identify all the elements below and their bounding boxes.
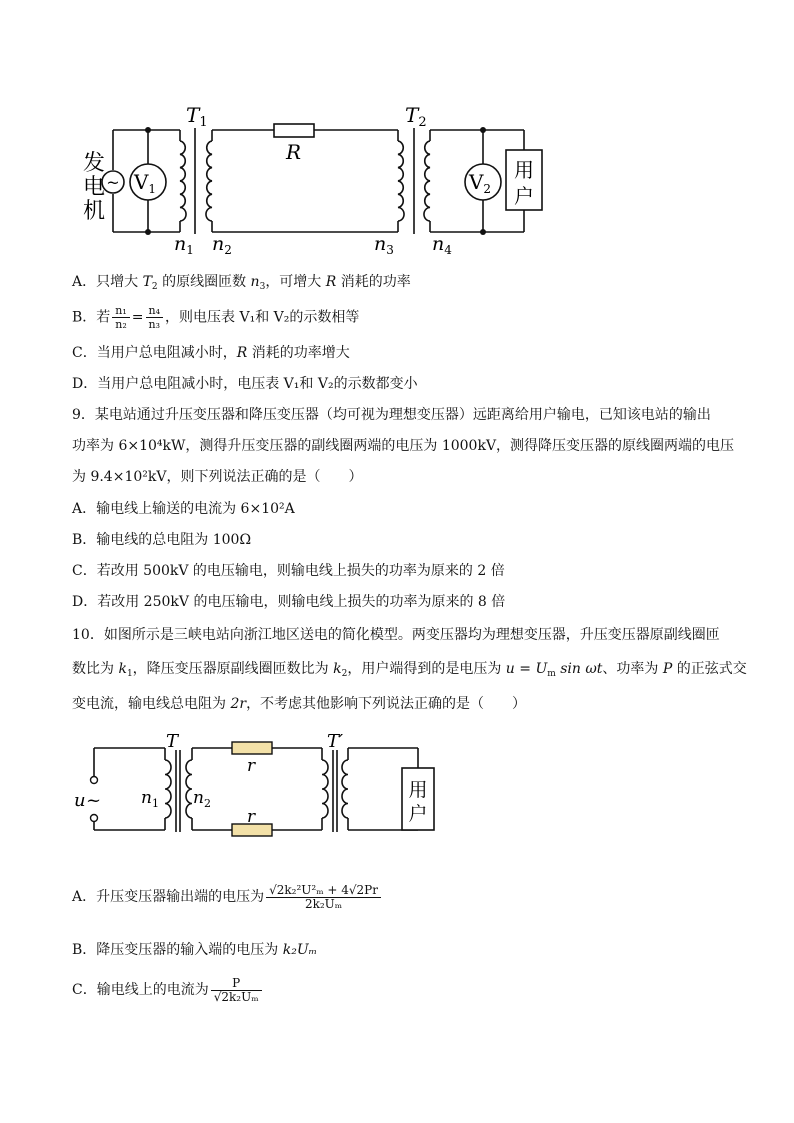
n3-label: $n_3$ — [374, 233, 394, 257]
t2-primary-coil — [398, 141, 404, 221]
q9-option-c: C．若改用 500kV 的电压输电，则输电线上损失的功率为原来的 2 倍 — [72, 563, 505, 579]
r-bottom-label: r — [247, 807, 256, 827]
q9-option-b: B．输电线的总电阻为 100Ω — [72, 532, 252, 548]
terminal-top — [91, 777, 98, 784]
circuit-diagram-2 — [0, 724, 794, 884]
circuit-diagram-1 — [0, 0, 794, 260]
svg-text:户: 户 — [514, 184, 534, 208]
n2-label: $n_2$ — [212, 233, 232, 257]
q8-option-a: A．只增大 $T_2$ 的原线圈匝数 $n_3$，可增大 R 消耗的功率 — [72, 274, 411, 292]
t1-secondary-coil — [206, 141, 212, 221]
q8-option-c: C．当用户总电阻减小时，R 消耗的功率增大 — [72, 345, 350, 361]
n2-label-2: $n_2$ — [193, 788, 211, 810]
terminal-bottom — [91, 815, 98, 822]
q9-stem-line1: 9．某电站通过升压变压器和降压变压器（均可视为理想变压器）远距离给用户输电，已知该电站的输出 — [72, 407, 711, 423]
q10-stem-line1: 10．如图所示是三峡电站向浙江地区送电的简化模型。两变压器均为理想变压器，升压变压器原副线圈匝 — [72, 627, 720, 643]
q10-stem-line2: 数比为 $k_1$，降压变压器原副线圈匝数比为 $k_2$，用户端得到的是电压为 $u = U_m$ sin ωt、功率为 P 的正弦式交 — [72, 661, 747, 679]
q10-stem-line3: 变电流，输电线总电阻为 2r，不考虑其他影响下列说法正确的是（ ） — [72, 696, 527, 712]
svg-text:户: 户 — [408, 803, 428, 825]
q9-option-d: D．若改用 250kV 的电压输电，则输电线上损失的功率为原来的 8 倍 — [72, 594, 506, 610]
q10-option-a: A．升压变压器输出端的电压为 $\frac{\text{√2k₂²U²ₘ + 4√2Pr}}{\text{2k₂Uₘ}}$ — [72, 882, 383, 912]
q8-option-b: B．若 $\frac{\text{n₁}}{\text{n₂}}$ = $\frac{\text{n₄}}{\text{n₃}}$ ，则电压表 V₁和 V₂的示数相等 — [72, 304, 360, 331]
t-prime-secondary-coil — [342, 760, 348, 818]
generator-label-2: 电 — [82, 175, 106, 200]
t1-label: $T_1$ — [186, 103, 208, 130]
resistor-r-top — [232, 742, 272, 754]
q9-option-a: A．输电线上输送的电流为 6×10²A — [72, 501, 295, 517]
svg-text:用: 用 — [408, 779, 428, 801]
t2-secondary-coil — [424, 141, 430, 221]
generator-label-1: 发 — [82, 151, 106, 176]
n1-label: $n_1$ — [174, 233, 194, 257]
n4-label: $n_4$ — [432, 233, 452, 257]
t-prime-primary-coil — [322, 760, 328, 818]
t-label: T — [166, 731, 179, 752]
r-top-label: r — [247, 756, 256, 776]
t2-label: $T_2$ — [405, 103, 427, 130]
n1-label-2: $n_1$ — [141, 788, 159, 810]
svg-text:用: 用 — [514, 158, 534, 182]
t-primary-coil — [165, 760, 171, 818]
q9-stem-line2: 功率为 6×10⁴kW，测得升压变压器的副线圈两端的电压为 1000kV，测得降压变压器的原线圈两端的电压 — [72, 438, 735, 454]
t-secondary-coil — [186, 760, 192, 818]
tilde-label: ~ — [86, 790, 102, 811]
svg-text:V1: $V_1$ — [133, 170, 157, 196]
generator-label-3: 机 — [82, 199, 106, 224]
q8-option-d: D．当用户总电阻减小时，电压表 V₁和 V₂的示数都变小 — [72, 376, 418, 392]
q10-option-c: C．输电线上的电流为 $\frac{P}{\text{√2k₂Uₘ}}$ — [72, 975, 264, 1005]
q9-stem-line3: 为 9.4×10²kV，则下列说法正确的是（ ） — [72, 469, 363, 485]
q10-option-b: B．降压变压器的输入端的电压为 k₂Uₘ — [72, 942, 318, 958]
svg-text:V2: $V_2$ — [468, 170, 492, 196]
t1-primary-coil — [180, 141, 186, 221]
source-symbol: ~ — [106, 173, 120, 192]
u-label: u — [74, 790, 86, 811]
resistor-r — [274, 124, 314, 137]
t-prime-label: T′ — [327, 731, 344, 752]
resistor-label: R — [286, 140, 302, 164]
